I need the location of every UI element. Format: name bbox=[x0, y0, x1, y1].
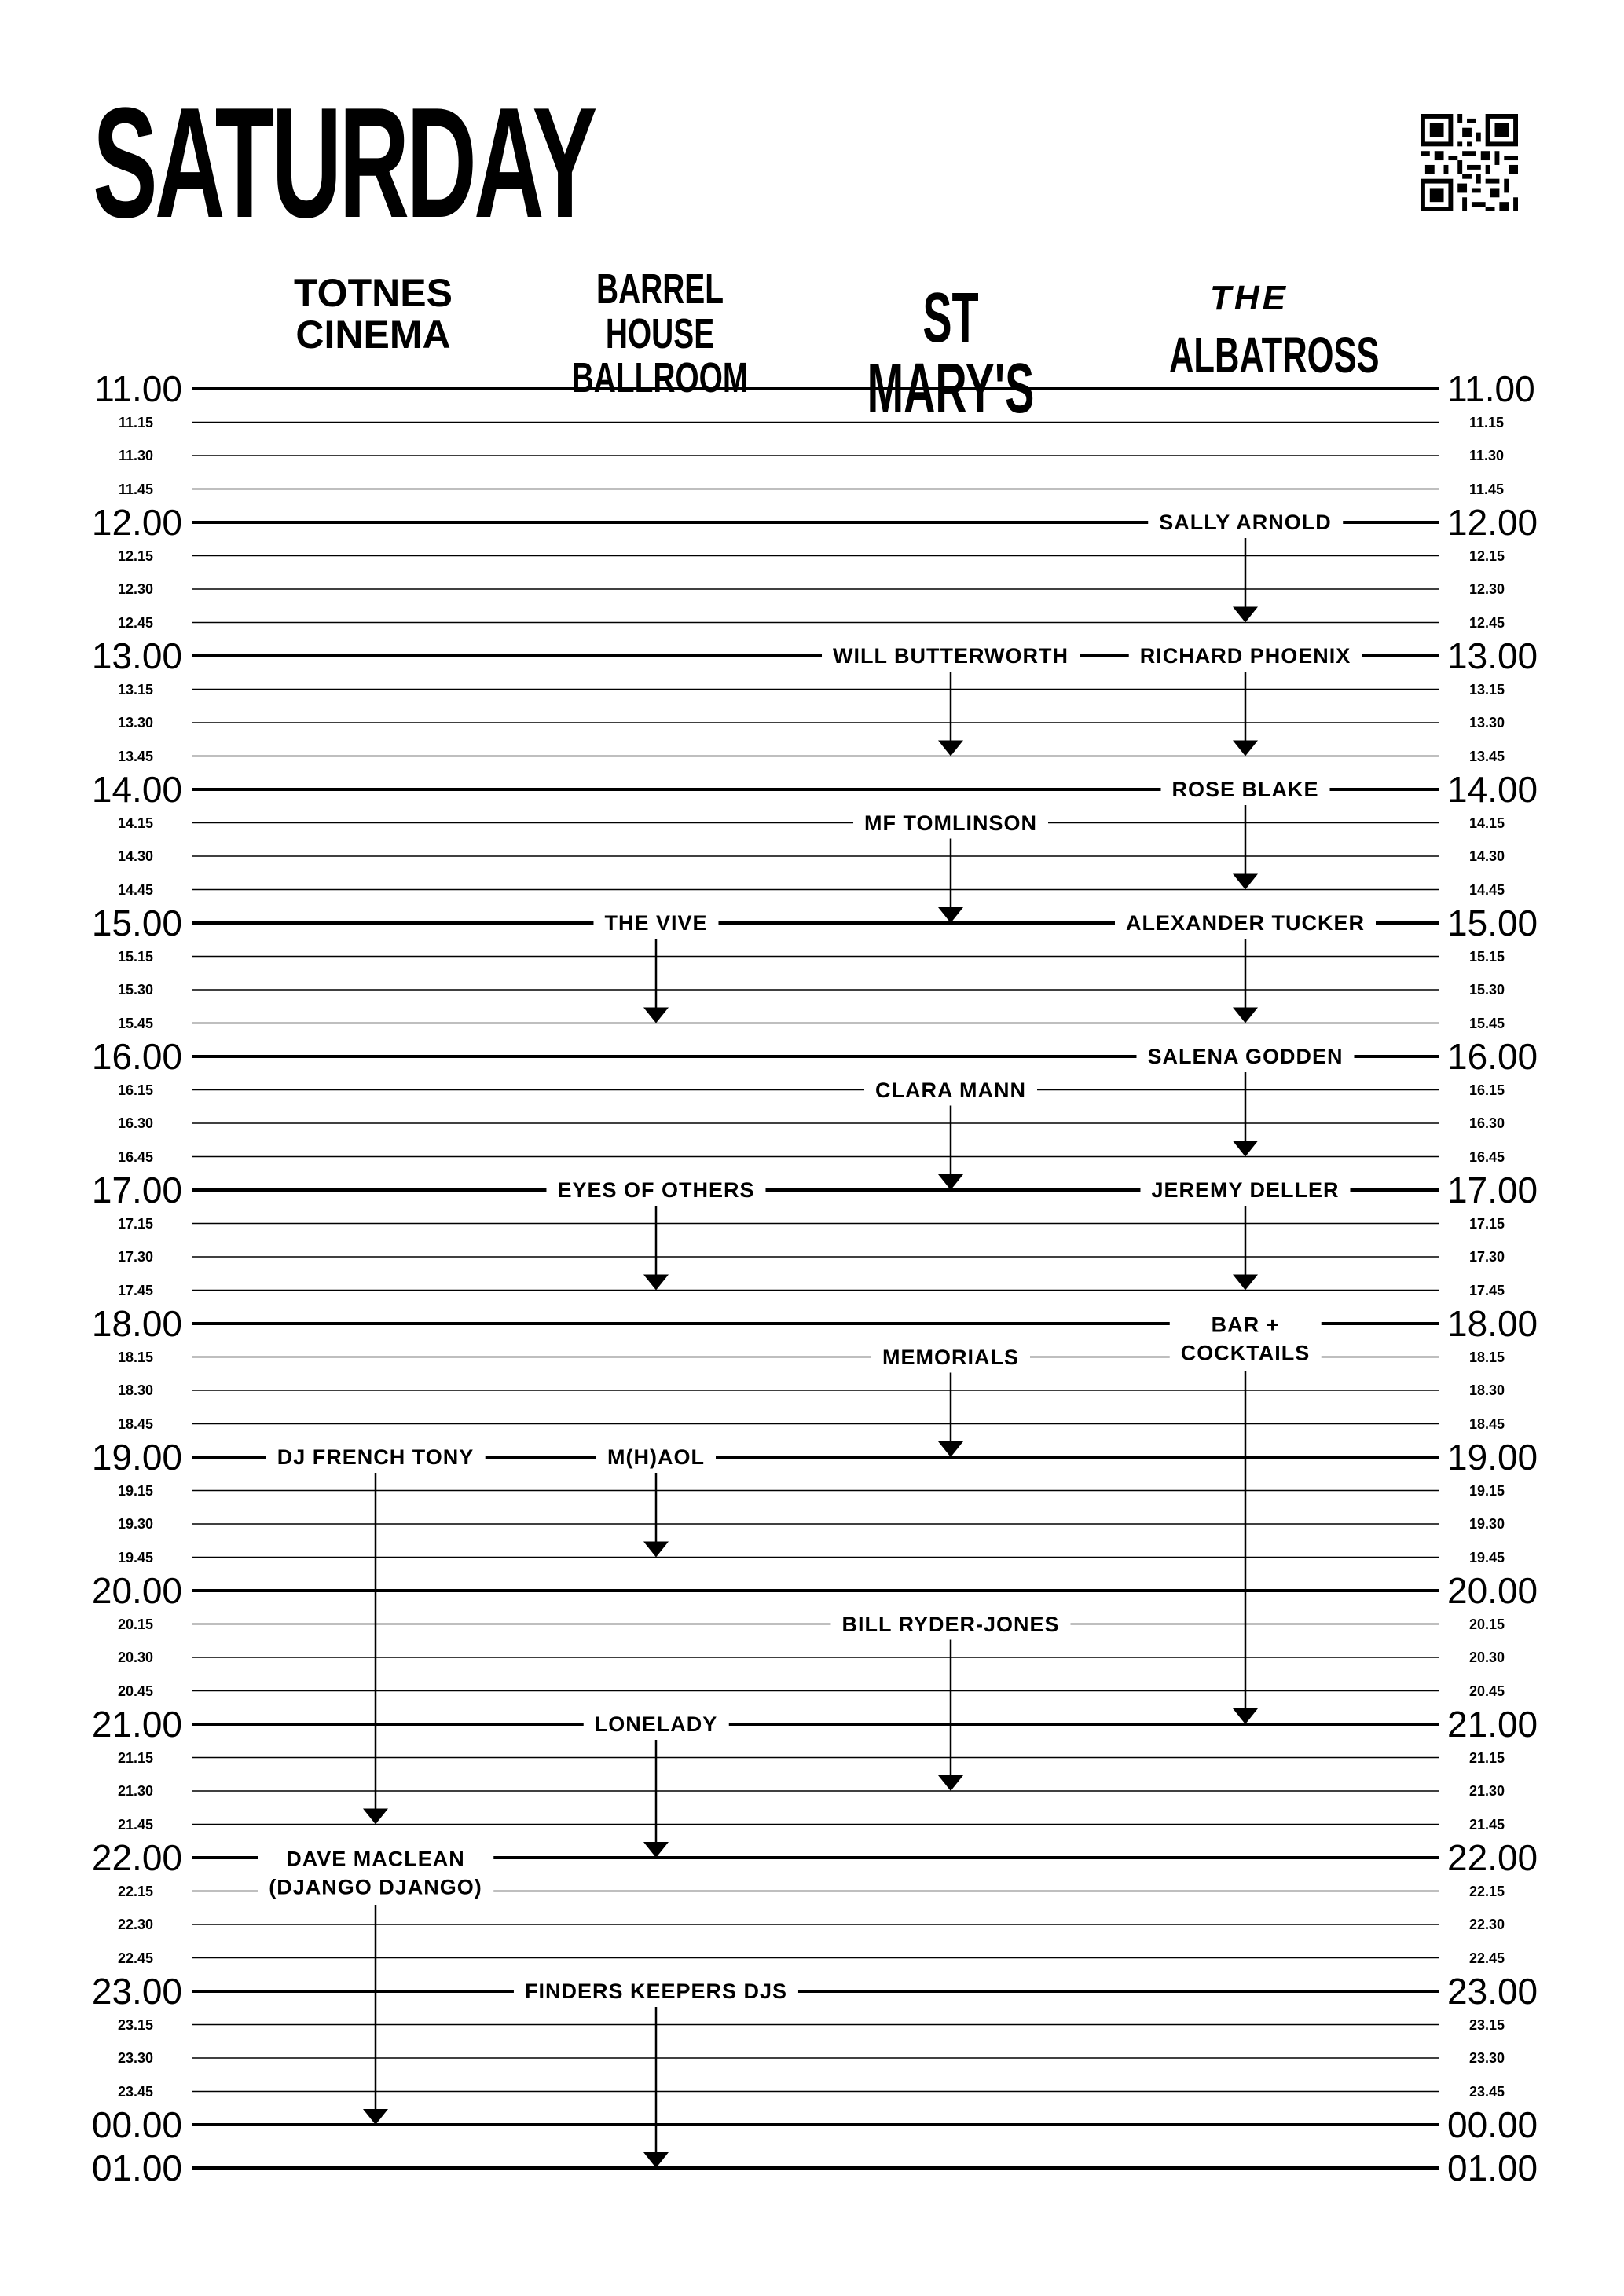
event-label: SALENA GODDEN bbox=[1136, 1042, 1354, 1071]
quarter-label-right: 14.30 bbox=[1469, 848, 1505, 864]
quarter-label-left: 14.15 bbox=[117, 815, 153, 831]
quarter-label-right: 19.30 bbox=[1469, 1516, 1505, 1532]
quarter-label-left: 14.30 bbox=[117, 848, 153, 864]
quarter-label-right: 14.45 bbox=[1469, 881, 1505, 898]
hour-label-left: 13.00 bbox=[91, 635, 182, 676]
quarter-label-right: 17.15 bbox=[1469, 1215, 1505, 1232]
quarter-label-right: 16.45 bbox=[1469, 1148, 1505, 1165]
quarter-label-right: 19.15 bbox=[1469, 1482, 1505, 1499]
event-label: ROSE BLAKE bbox=[1160, 775, 1329, 804]
event-arrow-head bbox=[643, 2152, 669, 2168]
event-label: DAVE MACLEAN (DJANGO DJANGO) bbox=[258, 1845, 493, 1902]
quarter-label-left: 20.30 bbox=[117, 1650, 153, 1665]
quarter-label-left: 12.45 bbox=[117, 614, 153, 631]
hour-label-right: 21.00 bbox=[1447, 1704, 1538, 1745]
event-label: DJ FRENCH TONY bbox=[266, 1443, 486, 1471]
quarter-label-right: 19.45 bbox=[1469, 1549, 1505, 1565]
event-arrow-head bbox=[1233, 607, 1258, 623]
hour-label-right: 00.00 bbox=[1447, 2104, 1538, 2145]
quarter-label-right: 13.45 bbox=[1469, 748, 1505, 764]
event-arrow-head bbox=[938, 741, 963, 756]
quarter-label-left: 12.30 bbox=[117, 581, 153, 597]
event-label: MEMORIALS bbox=[871, 1342, 1030, 1371]
quarter-label-right: 23.45 bbox=[1469, 2083, 1505, 2100]
hour-label-left: 01.00 bbox=[91, 2148, 182, 2188]
hour-label-right: 14.00 bbox=[1447, 769, 1538, 810]
quarter-label-left: 22.30 bbox=[117, 1917, 153, 1932]
event-label: ALEXANDER TUCKER bbox=[1115, 909, 1376, 937]
venue-totnes-cinema: TOTNES CINEMA bbox=[294, 271, 453, 357]
event-arrow-head bbox=[1233, 1708, 1258, 1724]
quarter-label-left: 16.45 bbox=[117, 1148, 153, 1165]
quarter-label-left: 23.45 bbox=[117, 2083, 153, 2100]
hour-label-left: 18.00 bbox=[91, 1303, 182, 1344]
event-arrow-head bbox=[1233, 874, 1258, 890]
venue-barrel-house-ballroom: BARREL HOUSE BALLROOM bbox=[571, 265, 749, 402]
quarter-label-right: 20.15 bbox=[1469, 1616, 1505, 1632]
quarter-label-right: 22.15 bbox=[1469, 1883, 1505, 1899]
event-label: WILL BUTTERWORTH bbox=[822, 642, 1080, 670]
hour-label-right: 19.00 bbox=[1447, 1437, 1538, 1478]
quarter-label-left: 21.45 bbox=[117, 1816, 153, 1833]
quarter-label-right: 22.45 bbox=[1469, 1950, 1505, 1966]
hour-label-left: 14.00 bbox=[91, 769, 182, 810]
quarter-label-left: 17.15 bbox=[117, 1215, 153, 1232]
quarter-label-left: 19.45 bbox=[117, 1549, 153, 1565]
event-label: CLARA MANN bbox=[864, 1075, 1037, 1104]
event-arrow-head bbox=[643, 1275, 669, 1291]
hour-label-left: 11.00 bbox=[94, 368, 182, 409]
quarter-label-right: 18.45 bbox=[1469, 1415, 1505, 1432]
quarter-label-right: 13.30 bbox=[1469, 715, 1505, 731]
hour-label-right: 01.00 bbox=[1447, 2148, 1538, 2188]
quarter-label-left: 13.45 bbox=[117, 748, 153, 764]
hour-label-right: 18.00 bbox=[1447, 1303, 1538, 1344]
quarter-label-right: 21.30 bbox=[1469, 1783, 1505, 1799]
hour-label-right: 13.00 bbox=[1447, 635, 1538, 676]
quarter-label-left: 20.15 bbox=[117, 1616, 153, 1632]
event-arrow-head bbox=[938, 1775, 963, 1791]
hour-label-left: 15.00 bbox=[91, 903, 182, 943]
hour-label-right: 12.00 bbox=[1447, 502, 1538, 543]
quarter-label-left: 16.30 bbox=[117, 1115, 153, 1131]
event-arrow-head bbox=[1233, 1275, 1258, 1291]
quarter-label-left: 17.45 bbox=[117, 1282, 153, 1298]
quarter-label-right: 18.30 bbox=[1469, 1382, 1505, 1398]
quarter-label-left: 15.30 bbox=[117, 982, 153, 998]
event-arrow-head bbox=[363, 1809, 388, 1825]
quarter-label-left: 12.15 bbox=[117, 547, 153, 564]
hour-label-right: 15.00 bbox=[1447, 903, 1538, 943]
event-label: RICHARD PHOENIX bbox=[1129, 642, 1362, 670]
event-arrow-head bbox=[1233, 1008, 1258, 1023]
event-label: M(H)AOL bbox=[596, 1443, 716, 1471]
quarter-label-right: 11.45 bbox=[1469, 481, 1505, 497]
event-label: THE VIVE bbox=[593, 909, 718, 937]
hour-label-right: 17.00 bbox=[1447, 1170, 1538, 1210]
hour-label-right: 23.00 bbox=[1447, 1971, 1538, 2012]
quarter-label-left: 22.45 bbox=[117, 1950, 153, 1966]
quarter-label-right: 15.15 bbox=[1469, 948, 1505, 965]
quarter-label-left: 22.15 bbox=[117, 1883, 153, 1899]
hour-label-right: 11.00 bbox=[1447, 368, 1535, 409]
quarter-label-right: 14.15 bbox=[1469, 815, 1505, 831]
quarter-label-left: 18.30 bbox=[117, 1382, 153, 1398]
hour-label-left: 17.00 bbox=[91, 1170, 182, 1210]
event-label: BILL RYDER-JONES bbox=[830, 1609, 1070, 1638]
quarter-label-left: 18.15 bbox=[117, 1349, 153, 1365]
quarter-label-left: 13.30 bbox=[117, 715, 153, 731]
event-arrow-head bbox=[643, 1542, 669, 1558]
hour-label-left: 00.00 bbox=[91, 2104, 182, 2145]
quarter-label-right: 20.30 bbox=[1469, 1650, 1505, 1665]
venue-albatross-prefix: THE bbox=[1210, 278, 1289, 317]
quarter-label-right: 16.30 bbox=[1469, 1115, 1505, 1131]
hour-label-left: 12.00 bbox=[91, 502, 182, 543]
hour-label-left: 20.00 bbox=[91, 1570, 182, 1611]
quarter-label-right: 12.15 bbox=[1469, 547, 1505, 564]
quarter-label-right: 13.15 bbox=[1469, 681, 1505, 698]
quarter-label-right: 23.15 bbox=[1469, 2016, 1505, 2033]
quarter-label-right: 16.15 bbox=[1469, 1082, 1505, 1098]
quarter-label-left: 18.45 bbox=[117, 1415, 153, 1432]
event-arrow-head bbox=[938, 1174, 963, 1190]
venue-albatross-name: ALBATROSS bbox=[1169, 326, 1380, 383]
quarter-label-left: 19.15 bbox=[117, 1482, 153, 1499]
event-arrow-head bbox=[643, 1842, 669, 1858]
quarter-label-right: 20.45 bbox=[1469, 1683, 1505, 1699]
event-label: LONELADY bbox=[584, 1710, 729, 1738]
quarter-label-left: 16.15 bbox=[117, 1082, 153, 1098]
quarter-label-left: 11.15 bbox=[118, 414, 153, 430]
event-label: MF TOMLINSON bbox=[853, 808, 1048, 837]
hour-label-left: 23.00 bbox=[91, 1971, 182, 2012]
venue-st-marys: ST MARY'S bbox=[867, 279, 1035, 428]
page-title: SATURDAY bbox=[93, 75, 595, 251]
quarter-label-left: 21.30 bbox=[117, 1783, 153, 1799]
quarter-label-right: 15.30 bbox=[1469, 982, 1505, 998]
event-arrow-head bbox=[363, 2109, 388, 2125]
quarter-label-right: 15.45 bbox=[1469, 1015, 1505, 1031]
hour-label-left: 16.00 bbox=[91, 1036, 182, 1077]
hour-label-left: 22.00 bbox=[91, 1837, 182, 1878]
quarter-label-right: 21.45 bbox=[1469, 1816, 1505, 1833]
event-label: SALLY ARNOLD bbox=[1148, 508, 1343, 536]
quarter-label-left: 21.15 bbox=[117, 1749, 153, 1766]
hour-label-right: 22.00 bbox=[1447, 1837, 1538, 1878]
quarter-label-left: 19.30 bbox=[117, 1516, 153, 1532]
event-arrow-head bbox=[938, 907, 963, 923]
event-arrow-head bbox=[938, 1441, 963, 1457]
event-label: FINDERS KEEPERS DJS bbox=[514, 1977, 798, 2005]
quarter-label-left: 23.15 bbox=[117, 2016, 153, 2033]
quarter-label-right: 23.30 bbox=[1469, 2050, 1505, 2066]
event-label: EYES OF OTHERS bbox=[546, 1176, 765, 1204]
quarter-label-left: 11.45 bbox=[118, 481, 153, 497]
event-label: BAR + COCKTAILS bbox=[1170, 1311, 1322, 1368]
quarter-label-left: 23.30 bbox=[117, 2050, 153, 2066]
quarter-label-right: 11.15 bbox=[1469, 414, 1505, 430]
hour-label-right: 20.00 bbox=[1447, 1570, 1538, 1611]
hour-label-left: 21.00 bbox=[91, 1704, 182, 1745]
quarter-label-right: 12.30 bbox=[1469, 581, 1505, 597]
hour-label-right: 16.00 bbox=[1447, 1036, 1538, 1077]
quarter-label-right: 21.15 bbox=[1469, 1749, 1505, 1766]
quarter-label-right: 17.30 bbox=[1469, 1249, 1505, 1265]
quarter-label-right: 17.45 bbox=[1469, 1282, 1505, 1298]
quarter-label-right: 22.30 bbox=[1469, 1917, 1505, 1932]
quarter-label-right: 11.30 bbox=[1469, 448, 1505, 463]
quarter-label-left: 13.15 bbox=[117, 681, 153, 698]
quarter-label-left: 11.30 bbox=[118, 448, 153, 463]
event-label: JEREMY DELLER bbox=[1140, 1176, 1350, 1204]
event-arrow-head bbox=[643, 1008, 669, 1023]
quarter-label-left: 20.45 bbox=[117, 1683, 153, 1699]
quarter-label-right: 12.45 bbox=[1469, 614, 1505, 631]
quarter-label-left: 15.15 bbox=[117, 948, 153, 965]
hour-label-left: 19.00 bbox=[91, 1437, 182, 1478]
event-arrow-head bbox=[1233, 741, 1258, 756]
quarter-label-left: 14.45 bbox=[117, 881, 153, 898]
quarter-label-left: 17.30 bbox=[117, 1249, 153, 1265]
quarter-label-right: 18.15 bbox=[1469, 1349, 1505, 1365]
quarter-label-left: 15.45 bbox=[117, 1015, 153, 1031]
event-arrow-head bbox=[1233, 1141, 1258, 1157]
